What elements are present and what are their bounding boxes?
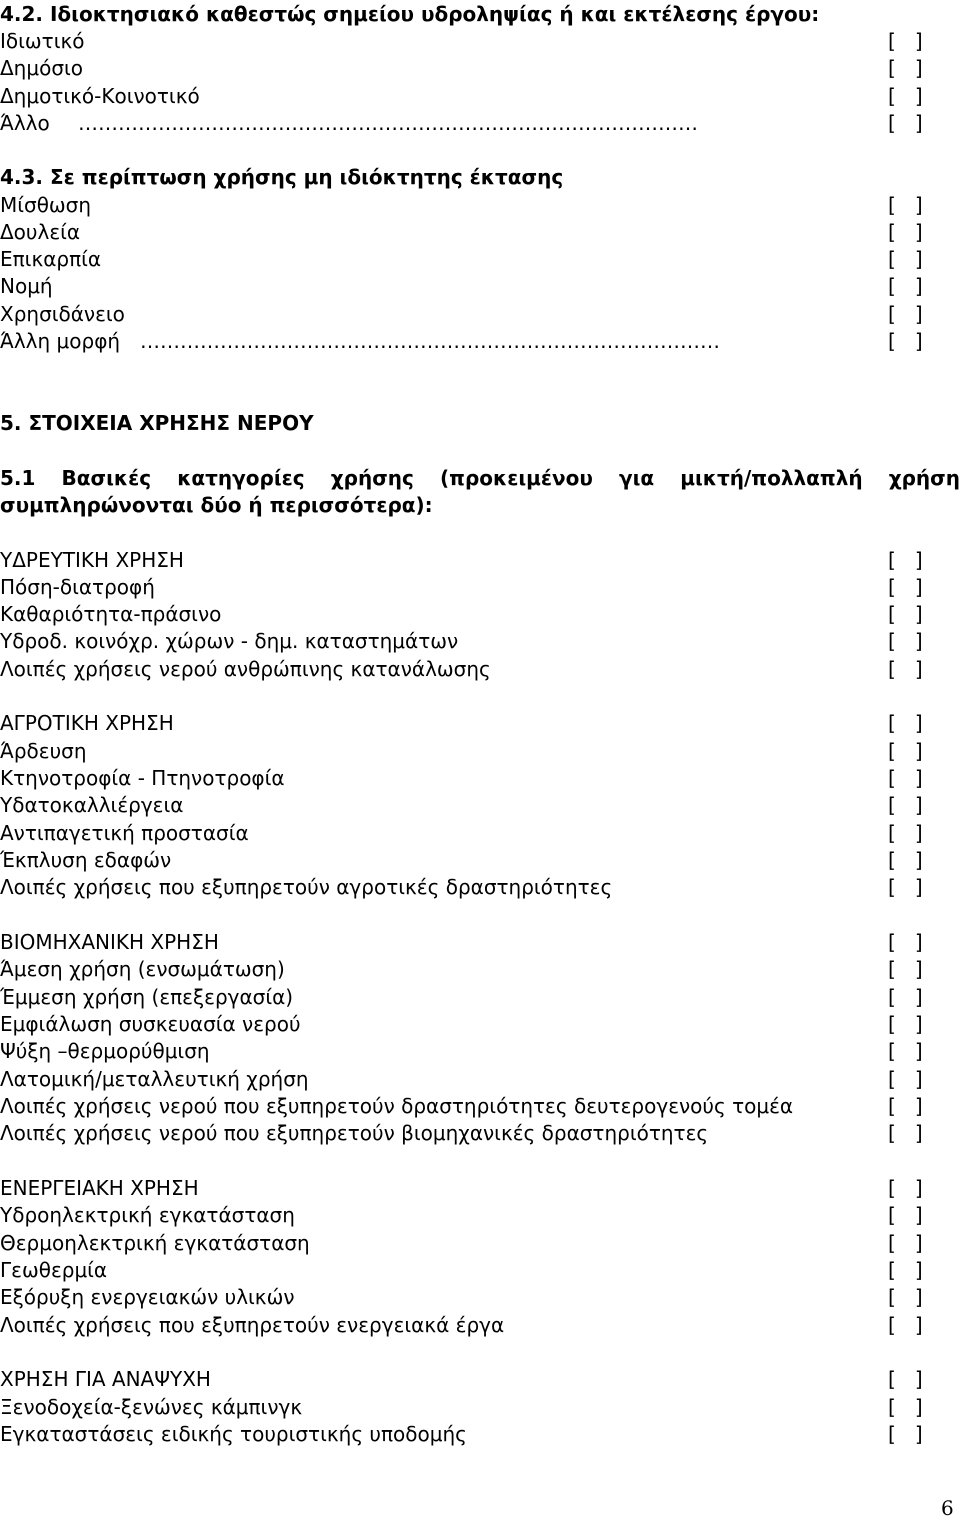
option-row (0, 55, 83, 82)
use-item: Λατομική/μεταλλευτική χρήση (0, 1067, 309, 1091)
option-checkbox[interactable]: [ ] (888, 193, 923, 217)
option-label: Μίσθωση (0, 193, 92, 217)
use-checkbox[interactable]: [ ] (888, 821, 923, 845)
use-item: Άμεση χρήση (ενσωμάτωση) (0, 957, 285, 981)
use-checkbox[interactable]: [ ] (888, 575, 923, 599)
group-title-energy: ΕΝΕΡΓΕΙΑΚΗ ΧΡΗΣΗ (0, 1176, 199, 1200)
use-checkbox[interactable]: [ ] (888, 1203, 923, 1227)
use-item: Θερμοηλεκτρική εγκατάσταση (0, 1231, 310, 1255)
use-item: Εγκαταστάσεις ειδικής τουριστικής υποδομής (0, 1422, 467, 1446)
use-checkbox[interactable]: [ ] (888, 793, 923, 817)
use-checkbox[interactable]: [ ] (888, 1039, 923, 1063)
section-5-1-heading-line2: συμπληρώνονται δύο ή περισσότερα): (0, 493, 433, 517)
use-item: Ξενοδοχεία-ξενώνες κάμπινγκ (0, 1395, 303, 1419)
fill-in-dotted-line[interactable]: ………………………………………………………………………………… (78, 111, 698, 135)
use-checkbox[interactable]: [ ] (888, 1422, 923, 1446)
group-checkbox[interactable]: [ ] (888, 1176, 923, 1200)
option-label: Επικαρπία (0, 247, 102, 271)
section-5-heading: 5. ΣΤΟΙΧΕΙΑ ΧΡΗΣΗΣ ΝΕΡΟΥ (0, 411, 314, 435)
option-row (0, 301, 125, 328)
use-checkbox[interactable]: [ ] (888, 957, 923, 981)
use-checkbox[interactable]: [ ] (888, 848, 923, 872)
use-item: Υδροηλεκτρική εγκατάσταση (0, 1203, 295, 1227)
use-item: Υδροδ. κοινόχρ. χώρων - δημ. καταστημάτων (0, 629, 459, 653)
option-label: Δημοτικό-Κοινοτικό (0, 84, 200, 108)
use-item: Εμφιάλωση συσκευασία νερού (0, 1012, 301, 1036)
use-checkbox[interactable]: [ ] (888, 1258, 923, 1282)
use-item: Πόση-διατροφή (0, 575, 155, 599)
group-title-industrial: ΒΙΟΜΗΧΑΝΙΚΗ ΧΡΗΣΗ (0, 930, 219, 954)
use-checkbox[interactable]: [ ] (888, 1012, 923, 1036)
option-label: Ιδιωτικό (0, 29, 85, 53)
option-row (0, 219, 80, 246)
option-checkbox[interactable]: [ ] (888, 29, 923, 53)
use-checkbox[interactable]: [ ] (888, 1067, 923, 1091)
use-checkbox[interactable]: [ ] (888, 602, 923, 626)
option-checkbox[interactable]: [ ] (888, 274, 923, 298)
group-title-water-supply: ΥΔΡΕΥΤΙΚΗ ΧΡΗΣΗ (0, 548, 184, 572)
group-title-agricultural: ΑΓΡΟΤΙΚΗ ΧΡΗΣΗ (0, 711, 174, 735)
use-item: Λοιπές χρήσεις νερού ανθρώπινης κατανάλωσης (0, 657, 491, 681)
option-row (0, 246, 101, 273)
use-item: Έμμεση χρήση (επεξεργασία) (0, 985, 294, 1009)
option-label: Δουλεία (0, 220, 81, 244)
fill-in-dotted-line[interactable]: …………………………………………………………………………… (140, 329, 720, 353)
option-label: Δημόσιο (0, 56, 83, 80)
use-item: Υδατοκαλλιέργεια (0, 793, 184, 817)
option-row (0, 328, 120, 355)
use-item: Άρδευση (0, 739, 87, 763)
group-checkbox[interactable]: [ ] (888, 548, 923, 572)
group-checkbox[interactable]: [ ] (888, 711, 923, 735)
use-item: Κτηνοτροφία - Πτηνοτροφία (0, 766, 285, 790)
use-checkbox[interactable]: [ ] (888, 1285, 923, 1309)
section-4-3-heading: 4.3. Σε περίπτωση χρήσης μη ιδιόκτητης έκτασης (0, 165, 564, 189)
option-row (0, 110, 50, 137)
page-number: 6 (941, 1496, 954, 1520)
use-checkbox[interactable]: [ ] (888, 739, 923, 763)
option-checkbox[interactable]: [ ] (888, 56, 923, 80)
option-row (0, 192, 91, 219)
use-item: Γεωθερμία (0, 1258, 108, 1282)
option-row (0, 83, 200, 110)
option-checkbox[interactable]: [ ] (888, 302, 923, 326)
use-checkbox[interactable]: [ ] (888, 1395, 923, 1419)
use-item: Εξόρυξη ενεργειακών υλικών (0, 1285, 295, 1309)
use-checkbox[interactable]: [ ] (888, 766, 923, 790)
option-checkbox[interactable]: [ ] (888, 247, 923, 271)
use-checkbox[interactable]: [ ] (888, 657, 923, 681)
option-checkbox[interactable]: [ ] (888, 84, 923, 108)
option-checkbox[interactable]: [ ] (888, 111, 923, 135)
use-item: Λοιπές χρήσεις νερού που εξυπηρετούν βιομηχανικές δραστηριότητες (0, 1121, 709, 1145)
use-item: Λοιπές χρήσεις που εξυπηρετούν ενεργειακά έργα (0, 1313, 505, 1337)
option-label: Νομή (0, 274, 53, 298)
use-checkbox[interactable]: [ ] (888, 875, 923, 899)
option-checkbox[interactable]: [ ] (888, 329, 923, 353)
use-checkbox[interactable]: [ ] (888, 1231, 923, 1255)
option-row (0, 273, 53, 300)
use-checkbox[interactable]: [ ] (888, 1313, 923, 1337)
group-checkbox[interactable]: [ ] (888, 930, 923, 954)
use-checkbox[interactable]: [ ] (888, 629, 923, 653)
use-item: Λοιπές χρήσεις που εξυπηρετούν αγροτικές δραστηριότητες (0, 875, 613, 899)
option-label: Άλλο (0, 111, 50, 135)
use-item: Ψύξη –θερμορύθμιση (0, 1039, 210, 1063)
use-checkbox[interactable]: [ ] (888, 985, 923, 1009)
option-row (0, 28, 84, 55)
section-4-2-heading: 4.2. Ιδιοκτησιακό καθεστώς σημείου υδροληψίας ή και εκτέλεσης έργου: (0, 2, 820, 26)
use-checkbox[interactable]: [ ] (888, 1094, 923, 1118)
use-item: Αντιπαγετική προστασία (0, 821, 249, 845)
use-item: Καθαριότητα-πράσινο (0, 602, 222, 626)
use-item: Έκπλυση εδαφών (0, 848, 172, 872)
section-5-1-heading-line1: 5.1 Βασικές κατηγορίες χρήσης (προκειμένου για μικτή/πολλαπλή χρήση (0, 466, 960, 490)
option-checkbox[interactable]: [ ] (888, 220, 923, 244)
option-label: Χρησιδάνειο (0, 302, 125, 326)
group-checkbox[interactable]: [ ] (888, 1367, 923, 1391)
group-title-recreation: ΧΡΗΣΗ ΓΙΑ ΑΝΑΨΥΧΗ (0, 1367, 211, 1391)
option-label: Άλλη μορφή (0, 329, 121, 353)
use-item: Λοιπές χρήσεις νερού που εξυπηρετούν δραστηριότητες δευτερογενούς τομέα (0, 1094, 794, 1118)
use-checkbox[interactable]: [ ] (888, 1121, 923, 1145)
